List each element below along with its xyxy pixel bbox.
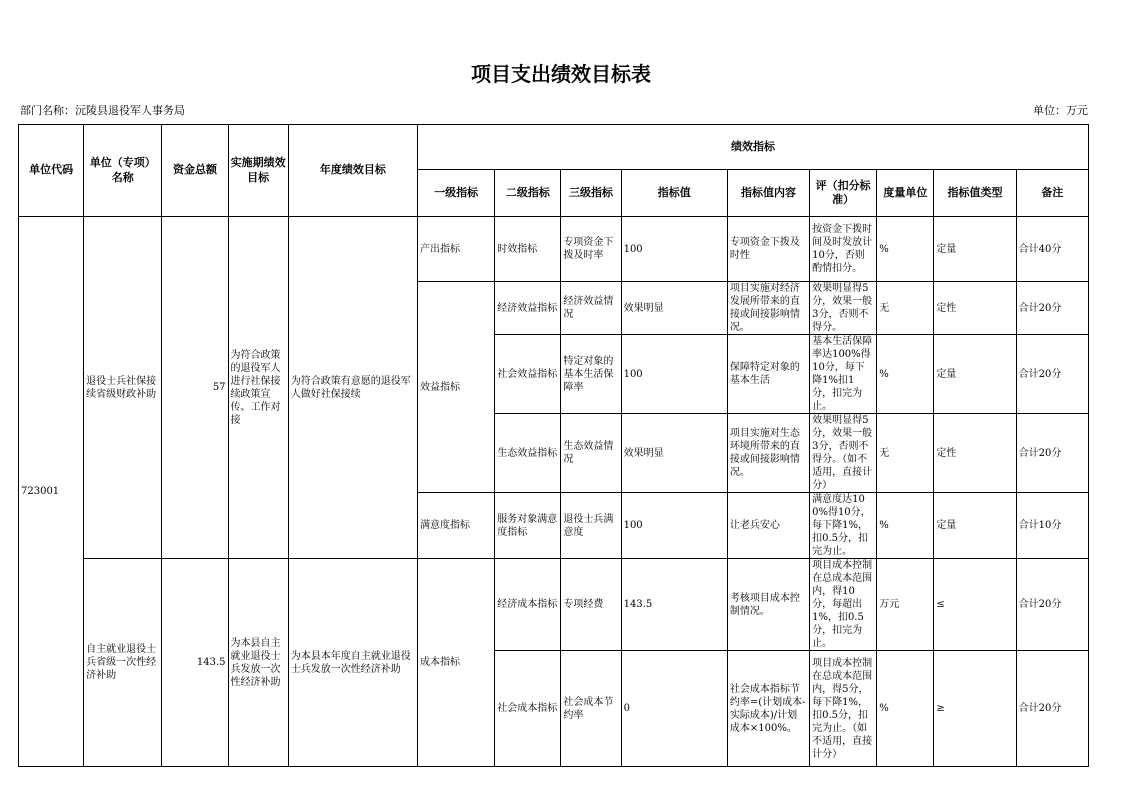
cell-value: 100 (621, 217, 727, 282)
cell-level2: 生态效益指标 (495, 414, 561, 493)
cell-unit: % (877, 493, 934, 559)
level1-satisfaction: 满意度指标 (418, 493, 495, 559)
page-title: 项目支出绩效目标表 (471, 62, 651, 86)
cell-content: 考核项目成本控制情况。 (727, 559, 809, 651)
cell-content: 项目实施对经济发展所带来的直接或间接影响情况。 (727, 282, 809, 335)
cell-remark: 合计40分 (1016, 217, 1088, 282)
cell-unit: 无 (877, 282, 934, 335)
department-name: 部门名称：沅陵县退役军人事务局 (20, 104, 185, 117)
cell-level3: 专项经费 (561, 559, 621, 651)
unit-code: 723001 (19, 217, 84, 767)
cell-unit: % (877, 217, 934, 282)
cell-level2: 服务对象满意度指标 (495, 493, 561, 559)
header-level3: 三级指标 (561, 170, 621, 217)
cell-level2: 社会成本指标 (495, 651, 561, 767)
cell-score: 效果明显得5分，效果一般3分，否则不得分。（如不适用，直接计分） (810, 414, 877, 493)
header-name: 单位（专项）名称 (84, 125, 162, 217)
table-row (19, 559, 1089, 651)
header-value-type: 指标值类型 (934, 170, 1016, 217)
project-name: 退役士兵社保接续省级财政补助 (84, 217, 162, 559)
cell-score: 效果明显得5分，效果一般3分，否则不得分。 (810, 282, 877, 335)
level1-benefit: 效益指标 (418, 282, 495, 493)
header-period-goal: 实施期绩效目标 (228, 125, 288, 217)
cell-score: 满意度达100%得10分，每下降1%，扣0.5分，扣完为止。 (810, 493, 877, 559)
cell-remark: 合计10分 (1016, 493, 1088, 559)
cell-type: ≤ (934, 559, 1016, 651)
cell-content: 项目实施对生态环境所带来的直接或间接影响情况。 (727, 414, 809, 493)
cell-type: 定量 (934, 493, 1016, 559)
cell-level2: 社会效益指标 (495, 335, 561, 414)
cell-score: 按资金下拨时间及时发放计10分，否则酌情扣分。 (810, 217, 877, 282)
cell-value: 效果明显 (621, 282, 727, 335)
header-value: 指标值 (621, 170, 727, 217)
project-period-goal: 为符合政策的退役军人进行社保接续政策宣传、工作对接 (228, 217, 288, 559)
project-name: 自主就业退役士兵省级一次性经济补助 (84, 559, 162, 767)
cell-type: 定性 (934, 282, 1016, 335)
project-annual-goal: 为符合政策有意愿的退役军人做好社保接续 (288, 217, 417, 559)
cell-level3: 经济效益情况 (561, 282, 621, 335)
cell-value: 100 (621, 335, 727, 414)
cell-value: 143.5 (621, 559, 727, 651)
header-annual-goal: 年度绩效目标 (288, 125, 417, 217)
cell-remark: 合计20分 (1016, 651, 1088, 767)
cell-value: 效果明显 (621, 414, 727, 493)
cell-unit: % (877, 335, 934, 414)
header-indicators: 绩效指标 (418, 125, 1089, 170)
cell-content: 社会成本指标节约率=(计划成本-实际成本)/计划成本×100%。 (727, 651, 809, 767)
cell-remark: 合计20分 (1016, 282, 1088, 335)
cell-level2: 经济效益指标 (495, 282, 561, 335)
header-level2: 二级指标 (495, 170, 561, 217)
project-period-goal: 为本县自主就业退役士兵发放一次性经济补助 (228, 559, 288, 767)
cell-type: 定量 (934, 335, 1016, 414)
cell-value: 0 (621, 651, 727, 767)
header-measure-unit: 度量单位 (877, 170, 934, 217)
cell-content: 保障特定对象的基本生活 (727, 335, 809, 414)
header-remark: 备注 (1016, 170, 1088, 217)
cell-unit: 万元 (877, 559, 934, 651)
cell-level2: 经济成本指标 (495, 559, 561, 651)
header-total: 资金总额 (162, 125, 228, 217)
cell-score: 项目成本控制在总成本范围内，得10分，每超出1%，扣0.5分，扣完为止。 (810, 559, 877, 651)
header-row-1 (19, 125, 1089, 170)
table-row (19, 217, 1089, 282)
performance-table (18, 124, 1089, 767)
cell-unit: % (877, 651, 934, 767)
cell-level3: 专项资金下拨及时率 (561, 217, 621, 282)
cell-type: 定量 (934, 217, 1016, 282)
cell-unit: 无 (877, 414, 934, 493)
cell-content: 让老兵安心 (727, 493, 809, 559)
cell-score: 基本生活保障率达100%得10分，每下降1%扣1分，扣完为止。 (810, 335, 877, 414)
header-score: 评（扣分标准） (810, 170, 877, 217)
cell-level3: 社会成本节约率 (561, 651, 621, 767)
header-level1: 一级指标 (418, 170, 495, 217)
cell-score: 项目成本控制在总成本范围内，得5分，每下降1%，扣0.5分，扣完为止。（如不适用，直接计分） (810, 651, 877, 767)
header-code: 单位代码 (19, 125, 84, 217)
cell-level2: 时效指标 (495, 217, 561, 282)
cell-type: ≥ (934, 651, 1016, 767)
cell-remark: 合计20分 (1016, 559, 1088, 651)
currency-unit: 单位：万元 (1033, 104, 1088, 117)
cell-type: 定性 (934, 414, 1016, 493)
header-content: 指标值内容 (727, 170, 809, 217)
cell-content: 专项资金下拨及时性 (727, 217, 809, 282)
level1-output: 产出指标 (418, 217, 495, 282)
project-total: 57 (162, 217, 228, 559)
cell-level3: 特定对象的基本生活保障率 (561, 335, 621, 414)
cell-value: 100 (621, 493, 727, 559)
cell-remark: 合计20分 (1016, 414, 1088, 493)
level1-cost: 成本指标 (418, 559, 495, 767)
cell-level3: 退役士兵满意度 (561, 493, 621, 559)
project-annual-goal: 为本县本年度自主就业退役士兵发放一次性经济补助 (288, 559, 417, 767)
cell-remark: 合计20分 (1016, 335, 1088, 414)
project-total: 143.5 (162, 559, 228, 767)
cell-level3: 生态效益情况 (561, 414, 621, 493)
